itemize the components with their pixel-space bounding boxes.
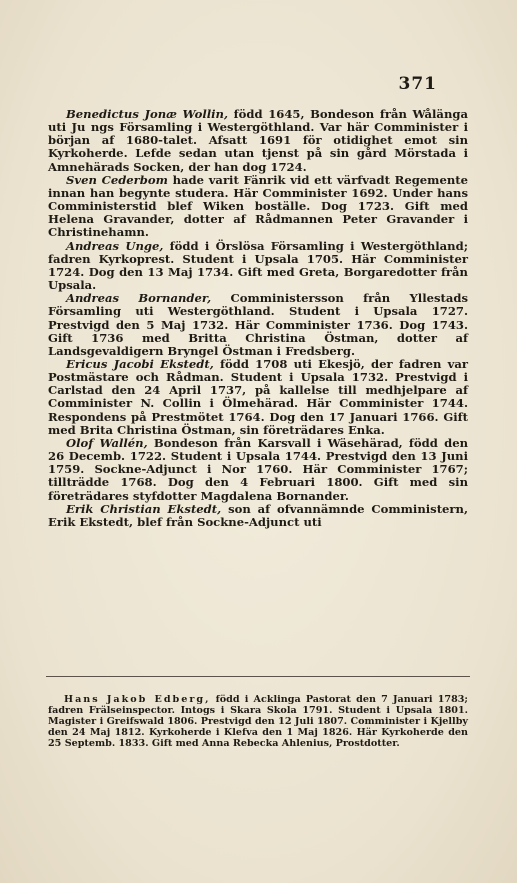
entry-name: Ericus Jacobi Ekstedt, xyxy=(66,356,214,371)
entry-text: född 1645, Bondeson från Wålänga uti Ju ngs Församling i Westergöthland. Var här Comminister i början af 1680-talet. Afsatt 1691 för otidighet emot sin Kyrkoherde. Lefde sedan utan tjenst på sin gård Mörstada i Amnehärads Socken, der han dog 1724. xyxy=(48,107,468,174)
entry-paragraph xyxy=(48,503,468,529)
page-number: 371 xyxy=(398,74,437,94)
entry-paragraph xyxy=(48,358,468,437)
entry-paragraph xyxy=(48,174,468,240)
entry-name: Sven Cederbom xyxy=(66,172,168,187)
entry-name: Erik Christian Ekstedt, xyxy=(66,501,222,516)
entry-name: Benedictus Jonæ Wollin, xyxy=(66,107,229,121)
main-text xyxy=(48,108,468,529)
entry-name: Olof Wallén, xyxy=(66,435,148,450)
entry-text: hade varit Fänrik vid ett värfvadt Regemente innan han begynte studera. Här Comminister 1692. Under hans Comministerstid blef Wiken boställe. Dog 1723. Gift med Helena Gravander, dotter af Rådmannen Peter Gravander i Christinehamn. xyxy=(48,172,468,240)
entry-paragraph xyxy=(48,437,468,503)
entry-text: Comministersson från Yllestads Församling uti Westergöthland. Student i Upsala 1727. Prestvigd den 5 Maj 1732. Här Comminister 1736. Dog 1743. Gift 1736 med Britta Christina Östman, dotter af Landsgevaldigern Bryngel Östman i Fredsberg. xyxy=(48,291,469,358)
footnote-text: född i Acklinga Pastorat den 7 Januari 1783; fadren Frälseinspector. Intogs i Skara Skola 1791. Student i Upsala 1801. Magister i Greifswald 1806. Prestvigd den 12 Juli 1807. Comminister i Kjellby den 24 Maj 1812. Kyrkoherde i Klefva den 1 Maj 1826. Här Kyrkoherde den 25 Septemb. 1833. Gift med Anna Rebecka Ahlenius, Prostdotter. xyxy=(48,693,468,750)
entry-text: född 1708 uti Ekesjö, der fadren var Postmästare och Rådman. Student i Upsala 1732. Prestvigd i Carlstad den 24 April 1737, på kallelse till medhjelpare af Comminister N. Collin i Ölmehärad. Här Comminister 1744. Respondens på Prestmötet 1764. Dog den 17 Januari 1766. Gift med Brita Christina Östman, sin företrädares Enka. xyxy=(48,356,468,437)
entry-text: son af ofvannämnde Comministern, Erik Ekstedt, blef från Sockne-Adjunct uti xyxy=(48,501,469,529)
entry-text: född i Örslösa Församling i Westergöthland; fadren Kyrkoprest. Student i Upsala 1705. Här Comminister 1724. Dog den 13 Maj 1734. Gift med Greta, Borgaredotter från Upsala. xyxy=(48,238,468,293)
entry-name: Andreas Bornander, xyxy=(66,291,212,306)
entry-text: Bondeson från Karsvall i Wäsehärad, född den 26 Decemb. 1722. Student i Upsala 1744. Prestvigd den 13 Juni 1759. Sockne-Adjunct i Nor 1760. Här Comminister 1767; tillträdde 1768. Dog den 4 Februari 1800. Gift med sin företrädares styfdotter Magdalena Bornander. xyxy=(48,435,468,503)
entry-paragraph xyxy=(48,240,468,293)
footnote-divider xyxy=(46,676,470,677)
footnote xyxy=(48,694,468,750)
entry-name: Andreas Unge, xyxy=(66,238,164,253)
footnote-name: Hans Jakob Edberg, xyxy=(64,693,211,705)
entry-paragraph xyxy=(48,292,468,358)
entry-paragraph xyxy=(48,108,468,174)
